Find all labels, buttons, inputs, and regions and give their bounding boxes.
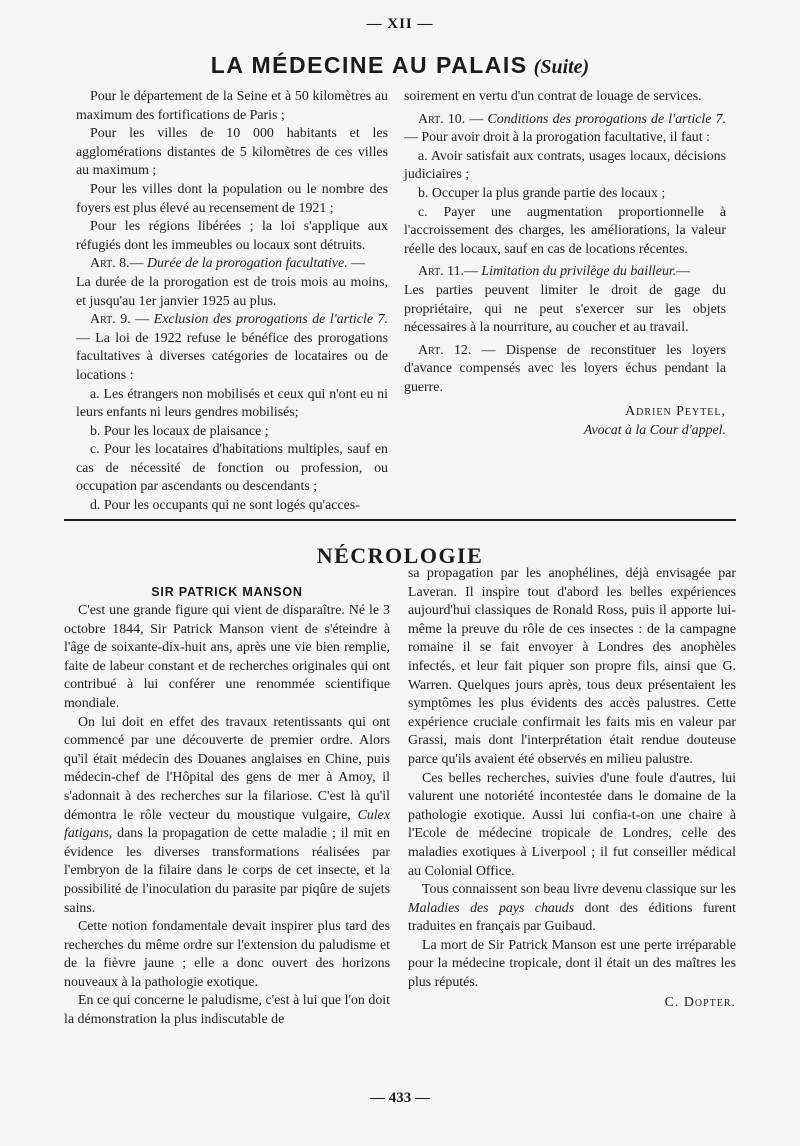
page-roman-number: — XII — [366,16,434,32]
article-body: — Dispense de reconstituer les loyers d'avance compensés avec les loyers échus pendant la guerre. [404,342,726,395]
paragraph: soirement en vertu d'un contrat de louage de services. [404,89,702,104]
page-number: — 433 — [370,1090,430,1106]
paragraph-text: On lui doit en effet des travaux retentissants qui ont commencé par une découverte de premier ordre. Alors qu'il était médecin des Douanes anglaises en Chine, puis médecin-chef de l'Hôpital des gens de mer à Amoy, il s'adonnait à des recherches sur la filariose. C'est là qu'il démontra le rôle vecteur du moustique vulgaire, [64,714,390,823]
article-12 [404,342,726,398]
signature-role: Avocat à la Cour d'appel. [583,422,726,438]
paragraph: Ces belles recherches, suivies d'une foule d'autres, lui valurent une notoriété incontestée dans le domaine de la pathologie exotique. Aussi lui confia-t-on une chaire à l'Ecole de médecine tropicale de Londres, celle des maladies exotiques à Liverpool ; il fut conseiller médical au Colonial Office. [408,770,736,879]
column-bottom-left [64,602,390,1030]
book-title: Maladies des pays chauds [408,900,575,916]
column-bottom-right [408,565,736,1012]
article-label: Art. 10. [418,111,466,127]
list-item: b. Pour les locaux de plaisance ; [90,423,269,439]
signature [408,993,736,1012]
paragraph: En ce qui concerne le paludisme, c'est à lui que l'on doit la démonstration la plus indiscutable de [64,993,390,1028]
article-11: Art. 11.— Limitation du privilège du bailleur.— [418,264,691,280]
article-heading: Durée de la prorogation facultative. [146,256,348,272]
paragraph: Pour les régions libérées ; la loi s'applique aux réfugiés dont les immeubles ou locaux sont détruits. [76,219,388,253]
article-heading: Exclusion des prorogations de l'article 7. [153,312,388,328]
list-item: b. Occuper la plus grande partie des locaux ; [418,185,666,201]
paragraph [64,714,390,919]
signature [404,402,726,440]
paragraph-text: dont des éditions furent traduites en français par Guibaud. [408,900,736,935]
paragraph: Pour le département de la Seine et à 50 kilomètres au maximum des fortifications de Paris ; [76,89,388,123]
species-name: Culex fatigans [64,807,390,842]
article-heading: Limitation du privilège du bailleur. [481,264,677,280]
paragraph: C'est une grande figure qui vient de disparaître. Né le 3 octobre 1844, Sir Patrick Manson vient de s'éteindre à l'âge de soixante-dix-huit ans, après une vie bien remplie, faite de labeur constant et de recherches originales qui ont contribué à lui conférer une renommée scientifique mondiale. [64,603,390,711]
paragraph: Les parties peuvent limiter le droit de gage du propriétaire, qui ne peut s'exercer sur les objets nécessaires à la nourriture, au coucher et au travail. [404,282,726,336]
page-title-suffix: (Suite) [533,56,590,78]
paragraph: La mort de Sir Patrick Manson est une perte irréparable pour la médecine tropicale, dont il était un des maîtres les plus réputés. [408,937,736,991]
column-top-left [76,88,388,516]
paragraph: sa propagation par les anophélines, déjà envisagée par Laveran. Il inspire tout d'abord les belles expériences aujourd'hui classiques de Ronald Ross, puis il apporte lui-même la preuve du rôle de ces insectes : de la campagne romaine il se fait envoyer à Londres des anophèles infectés, et leur fait piquer son propre fils, ainsi que G. Warren. Quelques jours après, tous deux présentaient les symptômes les plus évidents des accès palustres. Cette expérience cruciale confirmait les faits mis en valeur par Grassi, mais dont l'interprétation était rendue douteuse parce qu'ils avaient été observés en milieu palustre. [408,566,736,767]
column-top-right [404,88,726,440]
list-item: d. Pour les occupants qui ne sont logés qu'acces- [90,498,360,514]
section-title: NÉCROLOGIE [316,543,484,568]
article-title: SIR PATRICK MANSON [151,585,303,599]
article-label: Art. 8. [90,256,130,272]
article-10: Art. 10. — Conditions des prorogations de l'article 7. — Pour avoir droit à la prorogation facultative, il faut : [404,111,726,146]
article-8: Art. 8.— Durée de la prorogation facultative. — [90,256,366,272]
list-item: c. Payer une augmentation proportionnelle à l'accroissement des charges, les améliorations, la valeur réelle des locaux, sauf en cas de locations récentes. [404,204,726,257]
list-item: c. Pour les locataires d'habitations multiples, sauf en cas de nécessité de fonction ou profession, ou occupation par ascendants ou descendants ; [76,442,388,495]
article-label: Art. 11. [418,264,465,280]
section-divider [64,519,736,521]
article-heading: Conditions des prorogations de l'article 7. [487,111,726,127]
paragraph-text: Tous connaissent son beau livre devenu classique sur les [422,882,736,898]
signature-name: C. Dopter. [664,994,736,1010]
paragraph: Pour les villes de 10 000 habitants et les agglomérations distantes de 5 kilomètres de ces villes au maximum ; [76,126,388,179]
signature-name: Adrien Peytel, [625,403,726,419]
paragraph: La durée de la prorogation est de trois mois au moins, et jusqu'au 1er janvier 1925 au plus. [76,274,388,309]
article-body: Pour avoir droit à la prorogation facultative, il faut : [421,130,710,146]
article-label: Art. 9. [90,312,131,328]
paragraph: Cette notion fondamentale devait inspirer plus tard des recherches du même ordre sur l'extension du paludisme et de la fièvre jaune ; elle a donc ouvert des horizons nouveaux à la pathologie exotique. [64,919,390,990]
article-body: La loi de 1922 refuse le bénéfice des prorogations facultatives à diverses catégories de locataires ou de locations : [76,330,388,383]
paragraph: Pour les villes dont la population ou le nombre des foyers est plus élevé au recensement de 1921 ; [76,181,388,216]
list-item: a. Les étrangers non mobilisés et ceux qui n'ont eu ni leurs enfants ni leurs gendres mobilisés; [76,386,388,421]
page-title [0,52,800,79]
paragraph [408,881,736,937]
paragraph-text: , dans la propagation de cette maladie ; il mit en évidence les diverses transformations réalisées par l'embryon de la filaire dans le corps de cet insecte, et la possibilité de l'inoculation du parasite par piqûre de sujets sains. [64,826,390,916]
article-label: Art. 12. [418,342,472,358]
article-9: Art. 9. — Exclusion des prorogations de l'article 7. — La loi de 1922 refuse le bénéfice des prorogations facultatives à diverses catégories de locataires ou de locations : [76,312,388,383]
page-title-text: LA MÉDECINE AU PALAIS [210,52,528,78]
list-item: a. Avoir satisfait aux contrats, usages locaux, décisions judiciaires ; [404,148,726,183]
